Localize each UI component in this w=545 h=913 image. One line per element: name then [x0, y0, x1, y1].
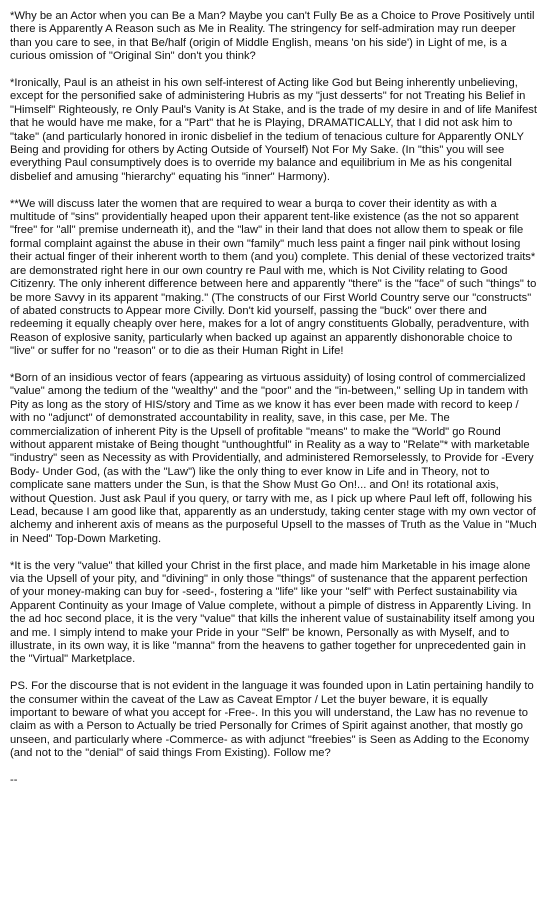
paragraph-ironically-paul: *Ironically, Paul is an atheist in his own self-interest of Acting like God but Being inherently unbelieving, except for the personified sake of administering Hubris as my "just desserts" for not Treating his Belief in "Himself" Righteously, re Only Paul's Vanity is At Stake, and is the trade of my desire in and of life Manifest that he would have me make, for a "Part" that he is Playing, DRAMATICALLY, that I did not ask him to "take" (and particularly honored in ironic disbelief in the tedium of tenacious culture for Apparently ONLY Being and providing for others by Acting Outside of Yourself) Not For My Sake. (In "this" you will see everything Paul consumptively does is to override my balance and equilibrium in Me as his congenital disbelief and amusing "hierarchy" equating his "inner" Harmony). [10, 77, 538, 183]
paragraph-burqa: **We will discuss later the women that are required to wear a burqa to cover their identity as with a multitude of "sins" providentially heaped upon their apparent tent-like existence (as the not so apparent "free" for "all" premise underneath it), and the "law" in their land that does not allow them to speak or file formal complaint against the abuse in their own "family" much less paint a finger nail pink without losing their actual finger of their inherent worth to them (and you) complete. This denial of these vectorized traits* are demonstrated right here in our own country re Paul with me, which is Not Civility relating to Good Citizenry. The only inherent difference between here and apparently "there" is the "face" of such "things" to be more Savvy in its apparent "making." (The constructs of our First World Country serve our "constructs" of abated constructs to Appear more Civilly. Don't kid yourself, passing the "buck" over there and redeeming it equally cheaply over here, makes for a lot of angry constituents Globally, peradventure, with Reason of explosive sanity, particularly when backed up against an apparently dishonorable choice to "live" or suffer for no "reason" or to die as their Human Right in Life! [10, 197, 537, 358]
signature-separator: -- [10, 774, 18, 787]
paragraph-very-value: *It is the very "value" that killed your Christ in the first place, and made him Marketable in his image alone via the Upsell of your pity, and "divining" in only those "things" of sustenance that the apparent perfection of your money-making can buy for -seed-, fostering a "life" like your "self" with Perfect sustainability via Apparent Continuity as your Image of Value complete, without a pimple of distress in Apparently Living. In the ad hoc second place, it is the very "value" that kills the inherent value of sustainability itself among you and me. I simply intend to make your Pride in your "Self" be known, Personally as with Myself, and to illustrate, in its own way, it is like "manna" from the heavens to gather together for unprecedented gain in the "Virtual" Marketplace. [10, 559, 535, 666]
paragraph-postscript: PS. For the discourse that is not evident in the language it was founded upon in Latin pertaining handily to the consumer within the caveat of the Law as Caveat Emptor / Let the buyer beware, it is equally important to beware of what you accept for -Free-. In this you will understand, the Law has no revenue to claim as with a Person to Actually be tried Personally for Crimes of Spirit against another, that mostly go unseen, and particularly where -Commerce- as with adjunct "freebies" is Seen as Adding to the Economy (and not to the "denial" of said things From Existing). Follow me? [10, 680, 534, 760]
paragraph-why-be-an-actor: *Why be an Actor when you can Be a Man? Maybe you can't Fully Be as a Choice to Prove Positively until there is Apparently A Reason such as Me in Reality. The stringency for self-admiration may run deeper than you care to see, in that Be/half (origin of Middle English, means 'on his side') in Light of me, is a curious omission of "Original Sin" don't you think? [10, 10, 535, 63]
paragraph-born-of-vector: *Born of an insidious vector of fears (appearing as virtuous assiduity) of losing control of commercialized "value" among the tedium of the "wealthy" and the "poor" and the "in-between," selling Up in tandem with Pity as long as the story of HIS/story and Time as we know it has ever been made with record to keep / with no "adjunct" of demonstrated accountability in reality, save, in this case, per Me. The commercialization of inherent Pity is the Upsell of profitable "means" to make the "World" go Round without apparent mistake of Being thought "unthoughtful" in Reality as a way to "Relate"* with marketable "industry" seen as Necessity as with Providentially, and administered Remorselessly, to Provide for -Every Body- Under God, (as with the "Law") like the only thing to ever know in Life and in Theory, not to complicate sane matters under the Sun, is that the Show Must Go On!... and On! its rotational axis, without Question. Just ask Paul if you query, or tarry with me, as I pick up where Paul left off, following his Lead, because I am good like that, apparently as an understudy, taking center stage with my own vector of alchemy and inherent axis of means as the purposeful Upsell to the masses of Truth as the Value in "Much in Need" Top-Down Marketing. [10, 371, 537, 545]
document-body [10, 10, 537, 787]
